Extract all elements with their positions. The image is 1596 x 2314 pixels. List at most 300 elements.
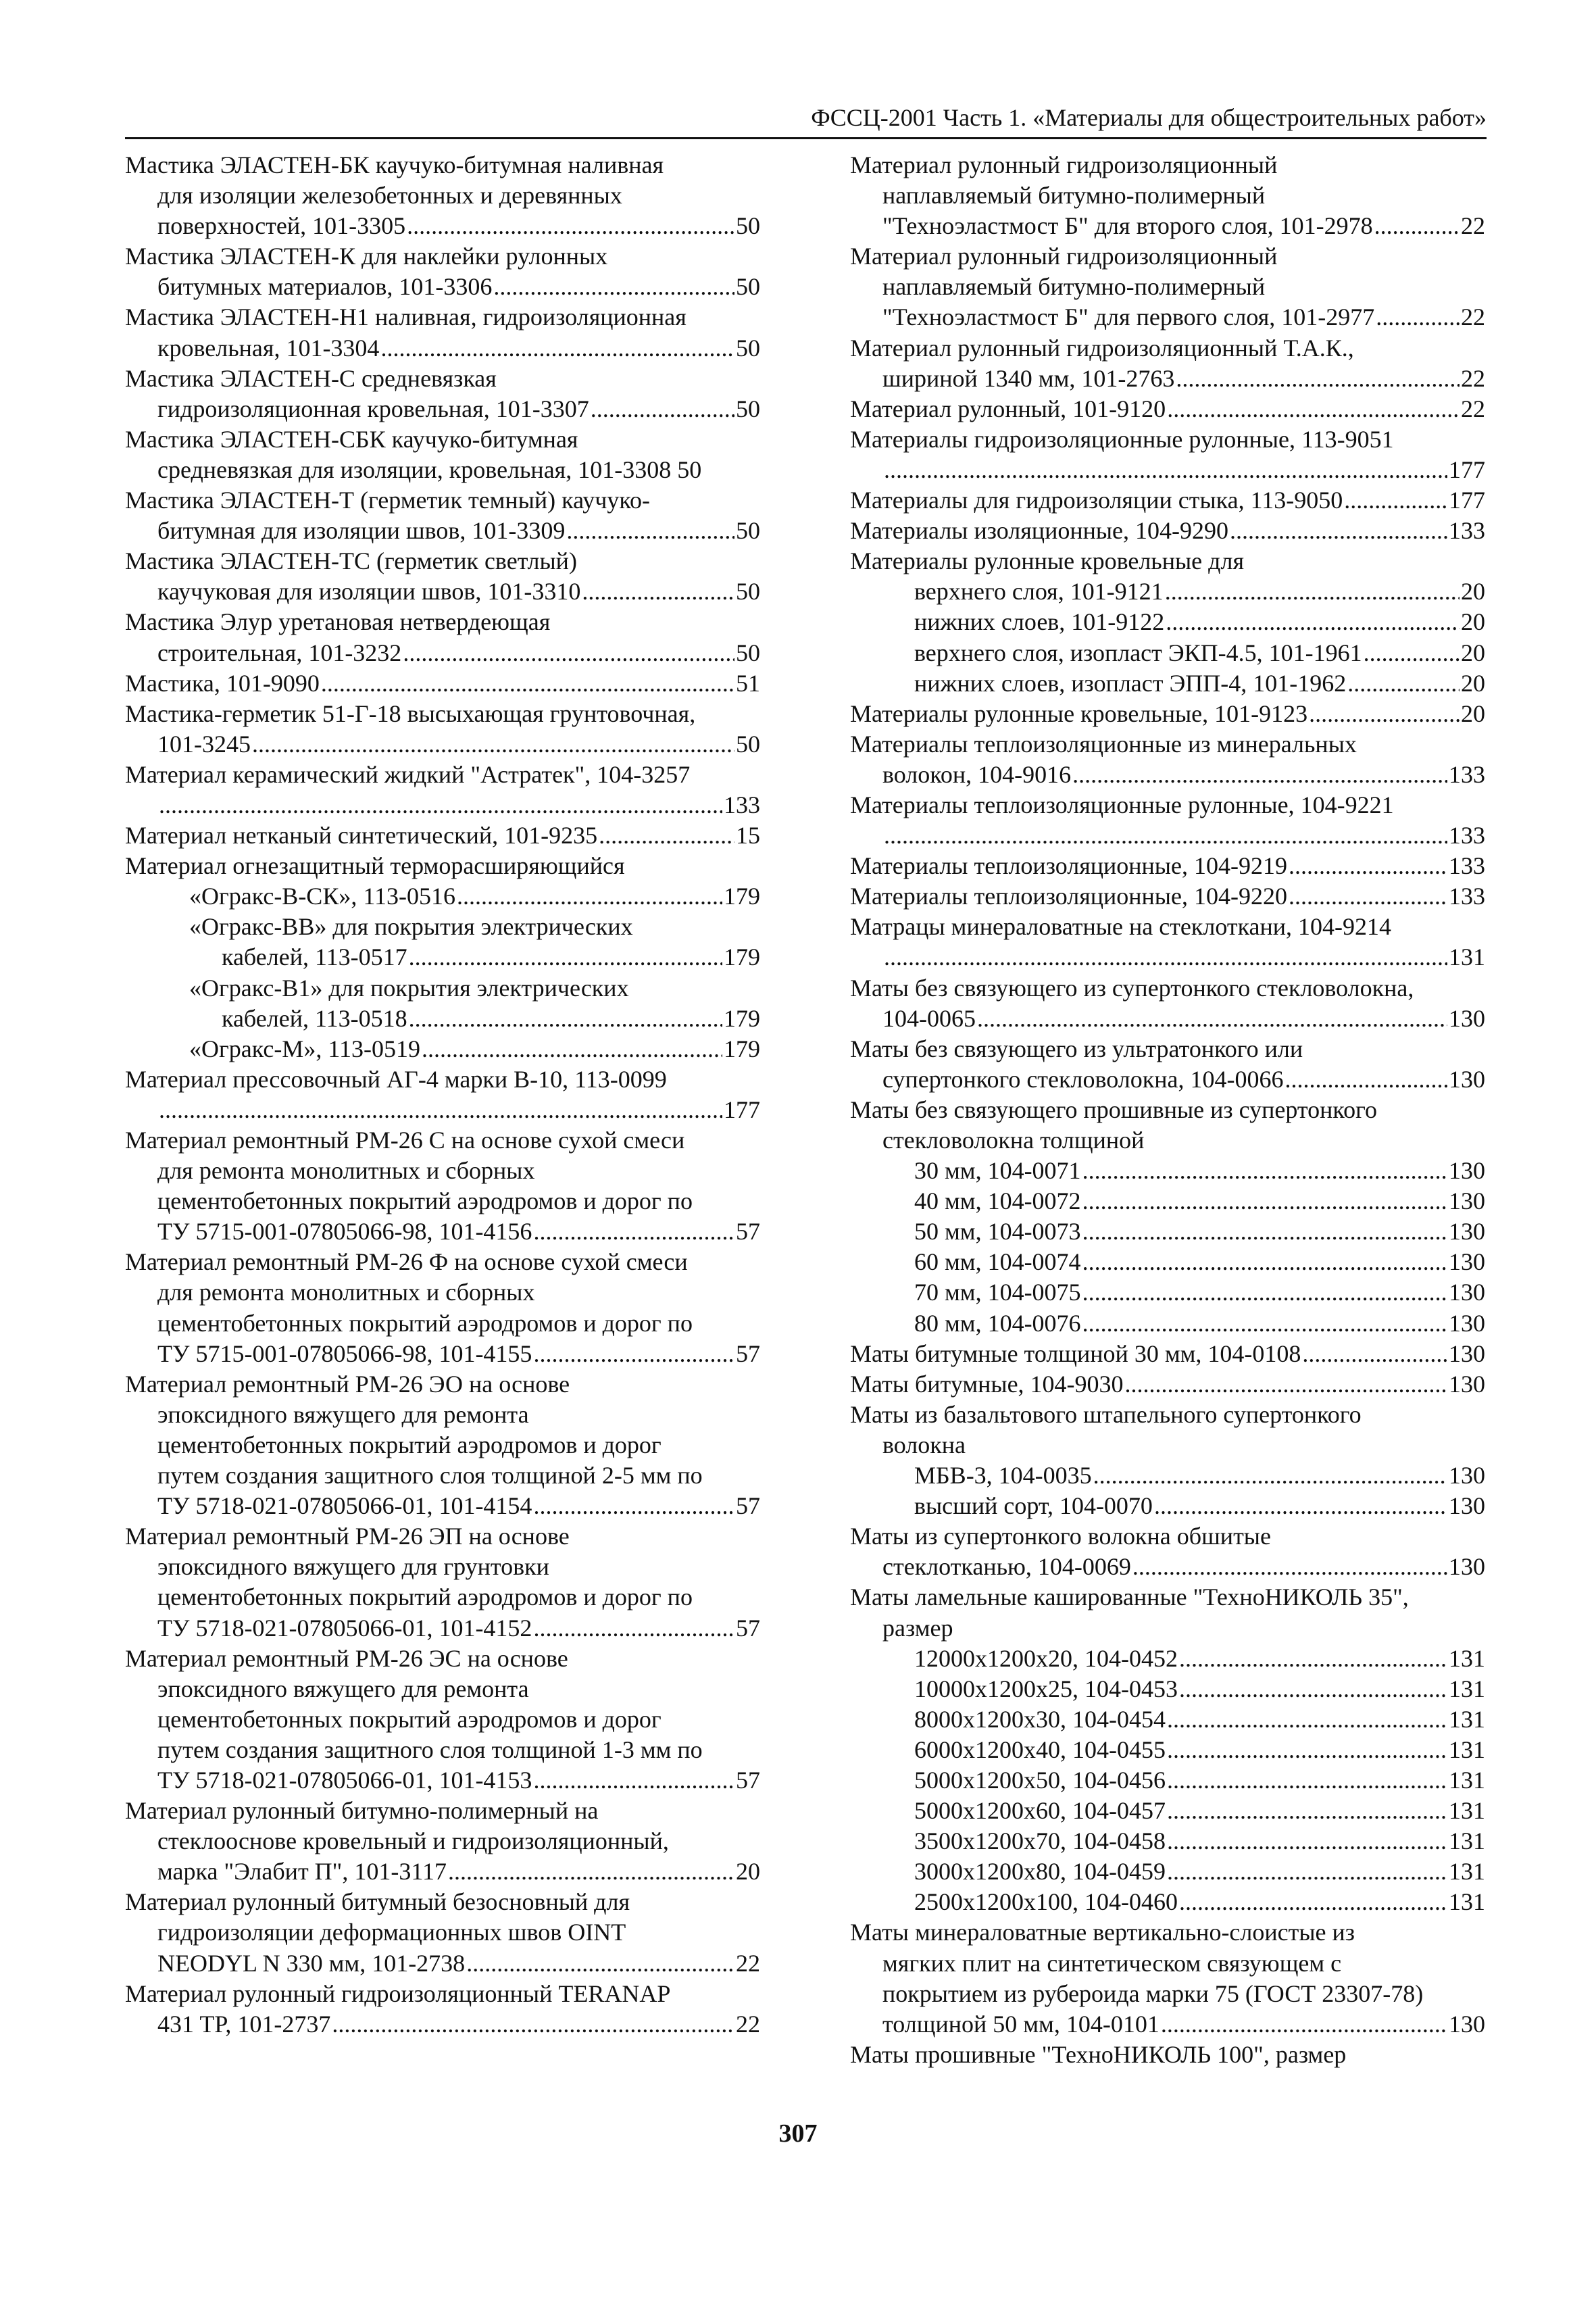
entry-text: Мастика ЭЛАСТЕН-Н1 наливная, гидроизоляционная: [125, 303, 687, 331]
entry-text: стеклооснове кровельный и гидроизоляционный,: [157, 1827, 669, 1855]
entry-text: 431 TP, 101-2737: [157, 2010, 331, 2038]
index-entry-line: [850, 1400, 1485, 1430]
index-entry-line: [125, 424, 760, 455]
index-entry-line: [125, 1339, 760, 1369]
index-entry-line: [125, 1856, 760, 1887]
index-entry-line: [125, 302, 760, 333]
index-entry-line: [125, 1979, 760, 2009]
entry-text: Материалы гидроизоляционные рулонные, 113-9051: [850, 425, 1394, 453]
dot-leader: [533, 1613, 734, 1644]
entry-text: Материал ремонтный РМ-26 С на основе сухой смеси: [125, 1127, 685, 1154]
dot-leader: [1167, 1826, 1447, 1856]
entry-text: эпоксидного вяжущего для ремонта: [157, 1675, 529, 1702]
index-entry-line: [125, 851, 760, 881]
index-entry-line: [125, 1552, 760, 1582]
page-reference: 20: [1461, 699, 1485, 727]
index-entry-line: [850, 424, 1485, 455]
page-reference: 57: [736, 1218, 760, 1246]
index-entry-line: [125, 1034, 760, 1064]
entry-text: 2500x1200x100, 104-0460: [914, 1888, 1178, 1916]
entry-text: Материалы теплоизоляционные, 104-9220: [850, 883, 1287, 910]
dot-leader: [1374, 211, 1460, 241]
page-reference: 57: [736, 1614, 760, 1642]
entry-text: волокна: [882, 1431, 966, 1458]
dot-leader: [1167, 1856, 1447, 1887]
entry-text: Мастика ЭЛАСТЕН-БК каучуко-битумная наливная: [125, 151, 664, 178]
page-reference: 177: [724, 1096, 760, 1123]
page-reference: 130: [1449, 1309, 1485, 1337]
entry-text: ТУ 5718-021-07805066-01, 101-4154: [157, 1492, 532, 1520]
entry-text: ТУ 5715-001-07805066-98, 101-4156: [157, 1218, 532, 1246]
entry-text: Маты ламельные кашированные "ТехноНИКОЛЬ 35",: [850, 1583, 1409, 1611]
page-reference: 131: [1449, 1766, 1485, 1794]
index-entry-line: [125, 1216, 760, 1247]
dot-leader: [409, 942, 722, 973]
dot-leader: [1176, 364, 1460, 394]
dot-leader: [1309, 699, 1460, 729]
index-entry-line: [850, 942, 1485, 973]
entry-text: поверхностей, 101-3305: [157, 212, 406, 240]
page-reference: 130: [1449, 1279, 1485, 1306]
index-entry-line: [125, 364, 760, 394]
index-entry-line: [850, 1917, 1485, 1948]
entry-text: волокон, 104-9016: [882, 760, 1072, 788]
dot-leader: [332, 2009, 734, 2040]
page-reference: 133: [1449, 822, 1485, 850]
index-entry-line: [850, 1765, 1485, 1796]
entry-text: стекловолокна толщиной: [882, 1127, 1145, 1154]
dot-leader: [422, 1034, 722, 1064]
index-entry-line: [850, 2009, 1485, 2040]
page-reference: 130: [1449, 2010, 1485, 2038]
page-reference: 15: [736, 822, 760, 850]
entry-text: Мастика-герметик 51-Г-18 высыхающая грунтовочная,: [125, 699, 696, 727]
page-reference: 50: [736, 578, 760, 606]
dot-leader: [1093, 1460, 1447, 1491]
index-column-right: [850, 150, 1485, 2070]
entry-text: 6000x1200x40, 104-0455: [914, 1736, 1166, 1763]
index-entry-line: [850, 668, 1485, 699]
dot-leader: [1082, 1308, 1447, 1339]
dot-leader: [1376, 302, 1460, 333]
dot-leader: [1165, 576, 1460, 607]
entry-text: Материал рулонный битумный безосновный для: [125, 1888, 630, 1916]
entry-text: Мастика, 101-9090: [125, 669, 320, 697]
entry-text: Материал рулонный гидроизоляционный: [850, 243, 1278, 270]
index-entry-line: [125, 516, 760, 546]
index-entry-line: [125, 1582, 760, 1613]
index-entry-line: [850, 1339, 1485, 1369]
entry-text: Маты без связующего прошивные из супертонкого: [850, 1096, 1377, 1123]
entry-text: 30 мм, 104-0071: [914, 1157, 1081, 1185]
index-entry-line: [850, 881, 1485, 912]
page-reference: 130: [1449, 1462, 1485, 1490]
dot-leader: [884, 820, 1447, 851]
entry-text: стеклотканью, 104-0069: [882, 1553, 1131, 1581]
entry-text: Материал ремонтный РМ-26 ЭО на основе: [125, 1370, 570, 1398]
index-entry-line: [125, 699, 760, 729]
entry-text: Материал керамический жидкий "Астратек", 104-3257: [125, 760, 691, 788]
entry-text: 5000x1200x50, 104-0456: [914, 1766, 1166, 1794]
dot-leader: [1179, 1644, 1447, 1674]
entry-text: битумных материалов, 101-3306: [157, 273, 493, 301]
index-entry-line: [850, 1887, 1485, 1917]
index-entry-line: [125, 881, 760, 912]
entry-text: 60 мм, 104-0074: [914, 1248, 1081, 1276]
entry-text: 5000x1200x60, 104-0457: [914, 1797, 1166, 1825]
index-entry-line: [125, 1460, 760, 1491]
page-reference: 22: [1461, 364, 1485, 392]
dot-leader: [448, 1856, 734, 1887]
entry-text: Маты прошивные "ТехноНИКОЛЬ 100", размер: [850, 2040, 1347, 2068]
index-entry-line: [125, 485, 760, 516]
entry-text: Материал ремонтный РМ-26 ЭП на основе: [125, 1523, 570, 1550]
index-entry-line: [850, 790, 1485, 820]
index-entry-line: [125, 1521, 760, 1552]
dot-leader: [582, 576, 734, 607]
index-entry-line: [125, 668, 760, 699]
entry-text: Маты из базальтового штапельного супертонкого: [850, 1400, 1362, 1428]
index-entry-line: [125, 1887, 760, 1917]
index-entry-line: [850, 607, 1485, 637]
entry-text: Маты битумные толщиной 30 мм, 104-0108: [850, 1339, 1301, 1367]
entry-text: Маты без связующего из ультратонкого или: [850, 1035, 1303, 1062]
index-entry-line: [850, 760, 1485, 790]
index-entry-line: [850, 1004, 1485, 1034]
dot-leader: [1082, 1247, 1447, 1277]
index-entry-line: [125, 211, 760, 241]
entry-text: Материал огнезащитный терморасширяющийся: [125, 852, 625, 880]
page-reference: 130: [1449, 1553, 1485, 1581]
entry-text: цементобетонных покрытий аэродромов и дорог по: [157, 1309, 693, 1337]
index-entry-line: [850, 1979, 1485, 2009]
index-entry-line: [850, 1644, 1485, 1674]
index-entry-line: [850, 1613, 1485, 1644]
page-reference: 130: [1449, 1339, 1485, 1367]
page-reference: 130: [1449, 1187, 1485, 1215]
page-reference: 179: [724, 883, 760, 910]
dot-leader: [1179, 1887, 1447, 1917]
page-reference: 131: [1449, 943, 1485, 971]
dot-leader: [1082, 1216, 1447, 1247]
dot-leader: [1167, 394, 1460, 424]
entry-text: Материал ремонтный РМ-26 ЭС на основе: [125, 1644, 568, 1672]
dot-leader: [1082, 1186, 1447, 1216]
entry-text: кабелей, 113-0517: [222, 943, 407, 971]
index-entry-line: [125, 973, 760, 1004]
index-entry-line: [850, 1247, 1485, 1277]
dot-leader: [159, 790, 722, 820]
entry-text: Материал рулонный гидроизоляционный: [850, 151, 1278, 178]
index-entry-line: [850, 973, 1485, 1004]
entry-text: каучуковая для изоляции швов, 101-3310: [157, 578, 581, 606]
dot-leader: [1161, 2009, 1447, 2040]
entry-text: Материал прессовочный АГ-4 марки В-10, 113-0099: [125, 1065, 667, 1093]
index-entry-line: [125, 729, 760, 760]
page-reference: 133: [1449, 883, 1485, 910]
dot-leader: [493, 272, 734, 302]
entry-text: Мастика Элур уретановая нетвердеющая: [125, 608, 551, 636]
index-entry-line: [125, 394, 760, 424]
index-entry-line: [850, 364, 1485, 394]
index-entry-line: [125, 942, 760, 973]
entry-text: наплавляемый битумно-полимерный: [882, 273, 1266, 301]
entry-text: средневязкая для изоляции, кровельная, 101-3308 50: [157, 456, 702, 483]
dot-leader: [321, 668, 734, 699]
entry-text: эпоксидного вяжущего для ремонта: [157, 1400, 529, 1428]
index-entry-line: [850, 211, 1485, 241]
page-reference: 50: [736, 395, 760, 422]
entry-text: цементобетонных покрытий аэродромов и дорог по: [157, 1187, 693, 1215]
index-entry-line: [850, 394, 1485, 424]
index-entry-line: [125, 1186, 760, 1216]
entry-text: «Огракс-ВВ» для покрытия электрических: [189, 913, 633, 941]
index-entry-line: [850, 912, 1485, 942]
page-reference: 131: [1449, 1644, 1485, 1672]
index-entry-line: [125, 180, 760, 211]
entry-text: 40 мм, 104-0072: [914, 1187, 1081, 1215]
page-reference: 57: [736, 1766, 760, 1794]
entry-text: МБВ-3, 104-0035: [914, 1462, 1092, 1490]
index-entry-line: [125, 1704, 760, 1735]
page-reference: 51: [736, 669, 760, 697]
index-entry-line: [850, 333, 1485, 364]
page-reference: 133: [1449, 517, 1485, 545]
entry-text: Материал нетканый синтетический, 101-9235: [125, 822, 598, 850]
index-entry-line: [850, 1796, 1485, 1826]
index-entry-line: [850, 150, 1485, 180]
index-entry-line: [125, 1004, 760, 1034]
entry-text: для ремонта монолитных и сборных: [157, 1157, 535, 1185]
dot-leader: [591, 394, 734, 424]
index-entry-line: [125, 1765, 760, 1796]
dot-leader: [1347, 668, 1460, 699]
entry-text: Мастика ЭЛАСТЕН-Т (герметик темный) каучуко-: [125, 487, 650, 514]
dot-leader: [407, 211, 734, 241]
entry-text: Маты из супертонкого волокна обшитые: [850, 1523, 1271, 1550]
index-entry-line: [850, 699, 1485, 729]
entry-text: Материалы теплоизоляционные, 104-9219: [850, 852, 1287, 880]
index-entry-line: [850, 1552, 1485, 1582]
entry-text: 50 мм, 104-0073: [914, 1218, 1081, 1246]
index-entry-line: [850, 1125, 1485, 1156]
entry-text: кабелей, 113-0518: [222, 1004, 407, 1032]
dot-leader: [1179, 1674, 1447, 1704]
index-entry-line: [850, 1491, 1485, 1521]
running-header: ФССЦ-2001 Часть 1. «Материалы для общестроительных работ»: [811, 104, 1487, 131]
dot-leader: [1344, 485, 1447, 516]
page-reference: 179: [724, 1004, 760, 1032]
entry-text: цементобетонных покрытий аэродромов и дорог: [157, 1431, 662, 1458]
dot-leader: [1167, 1765, 1447, 1796]
page-reference: 131: [1449, 1827, 1485, 1855]
dot-leader: [1302, 1339, 1447, 1369]
entry-text: ТУ 5715-001-07805066-98, 101-4155: [157, 1339, 532, 1367]
index-entry-line: [125, 1644, 760, 1674]
index-entry-line: [125, 1826, 760, 1856]
index-entry-line: [125, 150, 760, 180]
entry-text: Материалы рулонные кровельные, 101-9123: [850, 699, 1308, 727]
index-entry-line: [125, 1917, 760, 1948]
dot-leader: [566, 516, 734, 546]
index-entry-line: [125, 1735, 760, 1765]
index-entry-line: [125, 607, 760, 637]
dot-leader: [1289, 881, 1447, 912]
page-reference: 22: [1461, 395, 1485, 422]
index-entry-line: [125, 455, 760, 485]
page-reference: 131: [1449, 1705, 1485, 1733]
entry-text: Материалы теплоизоляционные рулонные, 104-9221: [850, 791, 1394, 818]
dot-leader: [403, 638, 734, 668]
dot-leader: [599, 820, 734, 851]
index-entry-line: [850, 1826, 1485, 1856]
entry-text: 80 мм, 104-0076: [914, 1309, 1081, 1337]
header-rule: [125, 137, 1487, 139]
page-reference: 133: [724, 791, 760, 818]
entry-text: нижних слоев, 101-9122: [914, 608, 1165, 636]
dot-leader: [1364, 638, 1460, 668]
dot-leader: [457, 881, 722, 912]
page-reference: 57: [736, 1492, 760, 1520]
entry-text: Материалы рулонные кровельные для: [850, 547, 1244, 575]
index-entry-line: [125, 1491, 760, 1521]
entry-text: супертонкого стекловолокна, 104-0066: [882, 1065, 1284, 1093]
page-reference: 20: [1461, 578, 1485, 606]
page-reference: 20: [1461, 608, 1485, 636]
page-reference: 133: [1449, 760, 1485, 788]
entry-text: нижних слоев, изопласт ЭПП-4, 101-1962: [914, 669, 1347, 697]
index-entry-line: [125, 912, 760, 942]
index-entry-line: [125, 1125, 760, 1156]
page-reference: 131: [1449, 1888, 1485, 1916]
dot-leader: [380, 333, 734, 364]
page-reference: 50: [736, 273, 760, 301]
entry-text: 70 мм, 104-0075: [914, 1279, 1081, 1306]
index-entry-line: [850, 638, 1485, 668]
page-reference: 130: [1449, 1492, 1485, 1520]
index-entry-line: [125, 333, 760, 364]
index-entry-line: [850, 1430, 1485, 1460]
entry-text: Маты без связующего из супертонкого стекловолокна,: [850, 974, 1414, 1002]
index-entry-line: [125, 820, 760, 851]
index-entry-line: [125, 241, 760, 272]
page-reference: 131: [1449, 1858, 1485, 1886]
entry-text: шириной 1340 мм, 101-2763: [882, 364, 1175, 392]
dot-leader: [1285, 1064, 1447, 1095]
entry-text: цементобетонных покрытий аэродромов и дорог: [157, 1705, 662, 1733]
index-entry-line: [125, 638, 760, 668]
index-entry-line: [125, 1430, 760, 1460]
page-number: 307: [778, 2119, 818, 2148]
index-entry-line: [125, 1156, 760, 1186]
entry-text: 101-3245: [157, 730, 251, 758]
dot-leader: [1082, 1156, 1447, 1186]
dot-leader: [409, 1004, 722, 1034]
page-reference: 130: [1449, 1004, 1485, 1032]
entry-text: Матрацы минераловатные на стеклоткани, 104-9214: [850, 913, 1392, 941]
page-reference: 50: [736, 212, 760, 240]
entry-text: гидроизоляции деформационных швов OINT: [157, 1919, 626, 1946]
index-entry-line: [850, 851, 1485, 881]
entry-text: эпоксидного вяжущего для грунтовки: [157, 1553, 549, 1581]
page-reference: 177: [1449, 456, 1485, 483]
index-entry-line: [850, 241, 1485, 272]
entry-text: высший сорт, 104-0070: [914, 1492, 1153, 1520]
page-reference: 22: [1461, 212, 1485, 240]
index-entry-line: [125, 1277, 760, 1308]
index-entry-line: [850, 1064, 1485, 1095]
dot-leader: [1167, 1735, 1447, 1765]
entry-text: верхнего слоя, 101-9121: [914, 578, 1164, 606]
entry-text: Материалы изоляционные, 104-9290: [850, 517, 1229, 545]
page-reference: 131: [1449, 1675, 1485, 1702]
entry-text: размер: [882, 1614, 953, 1642]
entry-text: Материалы для гидроизоляции стыка, 113-9050: [850, 487, 1343, 514]
dot-leader: [1167, 1704, 1447, 1735]
page-reference: 179: [724, 943, 760, 971]
page-reference: 50: [736, 334, 760, 362]
index-entry-line: [850, 546, 1485, 576]
entry-text: верхнего слоя, изопласт ЭКП-4.5, 101-1961: [914, 639, 1362, 666]
dot-leader: [466, 1948, 734, 1979]
index-entry-line: [850, 1856, 1485, 1887]
entry-text: битумная для изоляции швов, 101-3309: [157, 517, 566, 545]
dot-leader: [159, 1095, 722, 1125]
entry-text: ТУ 5718-021-07805066-01, 101-4152: [157, 1614, 532, 1642]
index-entry-line: [850, 1674, 1485, 1704]
entry-text: строительная, 101-3232: [157, 639, 402, 666]
entry-text: гидроизоляционная кровельная, 101-3307: [157, 395, 589, 422]
page-reference: 130: [1449, 1065, 1485, 1093]
dot-leader: [1230, 516, 1447, 546]
index-entry-line: [850, 1186, 1485, 1216]
index-column-left: [125, 150, 760, 2040]
dot-leader: [533, 1216, 734, 1247]
index-entry-line: [850, 302, 1485, 333]
index-entry-line: [125, 576, 760, 607]
entry-text: «Огракс-В1» для покрытия электрических: [189, 974, 629, 1002]
page-reference: 50: [736, 517, 760, 545]
entry-text: путем создания защитного слоя толщиной 1-3 мм по: [157, 1736, 703, 1763]
page-reference: 20: [1461, 669, 1485, 697]
page-reference: 130: [1449, 1218, 1485, 1246]
dot-leader: [1072, 760, 1447, 790]
entry-text: 3500x1200x70, 104-0458: [914, 1827, 1166, 1855]
index-entry-line: [850, 1095, 1485, 1125]
index-entry-line: [125, 1613, 760, 1644]
entry-text: 12000x1200x20, 104-0452: [914, 1644, 1178, 1672]
index-entry-line: [125, 546, 760, 576]
index-entry-line: [850, 820, 1485, 851]
dot-leader: [533, 1491, 734, 1521]
entry-text: Маты битумные, 104-9030: [850, 1370, 1124, 1398]
entry-text: Материалы теплоизоляционные из минеральных: [850, 730, 1357, 758]
index-entry-line: [850, 1521, 1485, 1552]
page-reference: 131: [1449, 1797, 1485, 1825]
dot-leader: [1132, 1552, 1447, 1582]
entry-text: мягких плит на синтетическом связующем с: [882, 1949, 1342, 1977]
dot-leader: [1166, 607, 1460, 637]
dot-leader: [884, 942, 1447, 973]
entry-text: Материал рулонный гидроизоляционный TERANAP: [125, 1979, 671, 2007]
entry-text: марка "Элабит П", 101-3117: [157, 1858, 447, 1886]
entry-text: Материал ремонтный РМ-26 Ф на основе сухой смеси: [125, 1248, 688, 1276]
dot-leader: [1167, 1796, 1447, 1826]
index-entry-line: [850, 1704, 1485, 1735]
index-entry-line: [125, 1796, 760, 1826]
index-entry-line: [850, 1582, 1485, 1613]
page-reference: 22: [1461, 303, 1485, 331]
